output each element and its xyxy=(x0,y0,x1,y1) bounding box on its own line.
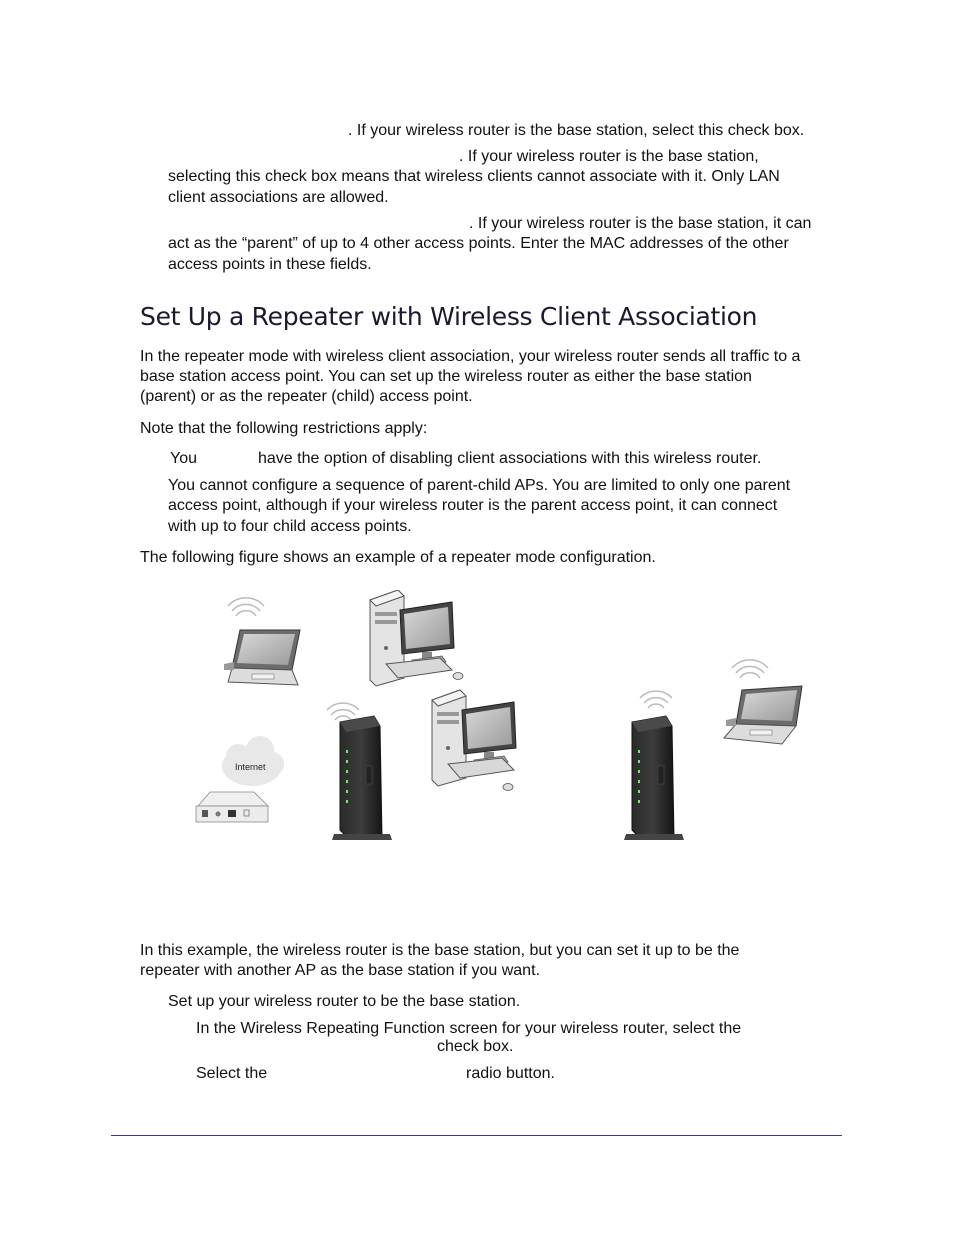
step1a-line1: In the Wireless Repeating Function screen for your wireless router, select the xyxy=(196,1020,742,1037)
laptop-icon xyxy=(724,660,802,744)
option-repeater-mac-addresses-line2: act as the “parent” of up to 4 other access points. Enter the MAC addresses of the other xyxy=(168,235,789,252)
wireless-router-icon xyxy=(327,703,392,840)
option-disable-client-association-line2: selecting this check box means that wireless clients cannot associate with it. Only LAN xyxy=(168,168,780,185)
example-line1: In this example, the wireless router is the base station, but you can set it up to be the xyxy=(140,942,740,959)
step1b-start: Select the xyxy=(196,1065,268,1082)
restriction2-line2: access point, although if your wireless router is the parent access point, it can connect xyxy=(168,497,778,514)
step1b-end: radio button. xyxy=(466,1065,555,1082)
option-disable-client-association-line1: . If your wireless router is the base station, xyxy=(459,148,759,165)
step1-text: Set up your wireless router to be the base station. xyxy=(168,993,521,1010)
step1a-line2: check box. xyxy=(437,1038,514,1055)
internet-label: Internet xyxy=(235,762,266,772)
intro-line1: In the repeater mode with wireless client association, your wireless router sends all traffic to a xyxy=(140,348,801,365)
footer-divider xyxy=(111,1135,842,1136)
restrictions-intro: Note that the following restrictions apply: xyxy=(140,420,428,437)
option-enable-wireless-repeating-text: . If your wireless router is the base station, select this check box. xyxy=(348,122,805,139)
option-repeater-mac-addresses-line3: access points in these fields. xyxy=(168,256,372,273)
example-line2: repeater with another AP as the base station if you want. xyxy=(140,962,540,979)
desktop-computer-icon xyxy=(432,690,516,791)
section-heading: Set Up a Repeater with Wireless Client Association xyxy=(140,302,758,331)
option-disable-client-association-line3: client associations are allowed. xyxy=(168,189,389,206)
figure-intro: The following figure shows an example of a repeater mode configuration. xyxy=(140,549,656,566)
repeater-mode-figure xyxy=(190,590,830,850)
laptop-icon xyxy=(224,598,300,685)
modem-icon xyxy=(196,792,268,822)
intro-line2: base station access point. You can set up the wireless router as either the base station xyxy=(140,368,752,385)
restriction2-line1: You cannot configure a sequence of parent-child APs. You are limited to only one parent xyxy=(168,477,791,494)
option-repeater-mac-addresses-line1: . If your wireless router is the base station, it can xyxy=(469,215,812,232)
wireless-router-icon xyxy=(624,691,684,840)
restriction2-line3: with up to four child access points. xyxy=(168,518,412,535)
repeater-mode-diagram xyxy=(190,590,830,850)
internet-cloud-icon xyxy=(222,736,284,786)
desktop-computer-icon xyxy=(370,590,463,686)
intro-line3: (parent) or as the repeater (child) access point. xyxy=(140,388,473,405)
restriction1-start: You xyxy=(170,450,197,467)
restriction1-rest: have the option of disabling client associations with this wireless router. xyxy=(258,450,762,467)
